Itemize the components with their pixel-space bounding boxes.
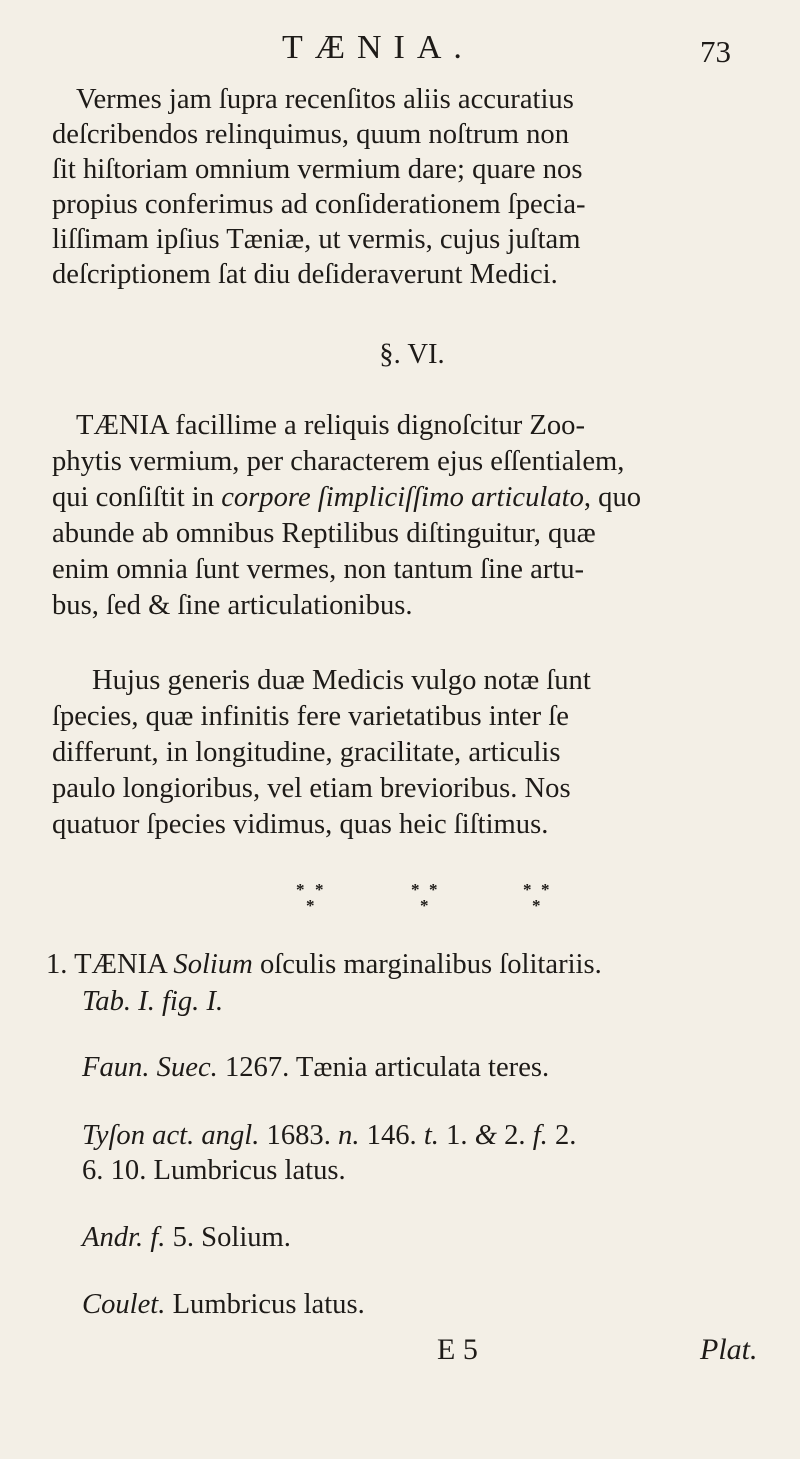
page-number: 73	[700, 34, 731, 69]
signature-mark: E 5	[437, 1333, 478, 1366]
species-number: 1.	[46, 949, 68, 980]
citation-source: Coulet.	[82, 1289, 166, 1320]
citation-source: Faun. Suec.	[82, 1052, 218, 1083]
citation-number: 1267.	[224, 1052, 290, 1083]
citation-year: 1683.	[266, 1120, 331, 1151]
paragraph-line: Hujus generis duæ Medicis vulgo notæ ſunt	[92, 665, 591, 696]
synonym-coulet	[82, 1287, 365, 1323]
synonym-faun	[82, 1050, 549, 1086]
synonym-andr	[82, 1220, 291, 1256]
synonym-tyson-continued: 6. 10. Lumbricus latus.	[82, 1155, 346, 1186]
citation-abbrev: f.	[532, 1120, 548, 1151]
synonym-text: 5. Solium.	[172, 1222, 291, 1253]
species-epithet: Solium	[173, 949, 253, 980]
intro-line: Vermes jam ſupra recenſitos aliis accuratius	[76, 84, 574, 115]
citation-abbrev: n.	[338, 1120, 360, 1151]
species-diagnosis: oſculis marginalibus ſolitariis.	[259, 949, 602, 980]
asterisk: *	[296, 880, 305, 899]
citation-abbrev: t.	[423, 1120, 439, 1151]
asterisk: *	[306, 896, 315, 915]
citation-number: 2.	[504, 1120, 526, 1151]
paragraph-line	[52, 480, 641, 516]
paragraph-line: differunt, in longitudine, gracilitate, articulis	[52, 737, 561, 768]
intro-line: ſit hiſtoriam omnium vermium dare; quare nos	[52, 154, 583, 185]
asterisk: *	[532, 896, 541, 915]
asterisk: *	[315, 880, 324, 899]
paragraph-line: quatuor ſpecies vidimus, quas heic ſiſtimus.	[52, 809, 549, 840]
species-entry-title	[46, 947, 602, 983]
ampersand: &	[474, 1120, 497, 1151]
asterisk: *	[541, 880, 550, 899]
plate-reference	[82, 984, 223, 1020]
plate-reference-text: Tab. I. fig. I.	[82, 986, 224, 1017]
paragraph-line: bus, ſed & ſine articulationibus.	[52, 590, 413, 621]
intro-line: deſcribendos relinquimus, quum noſtrum non	[52, 119, 570, 150]
intro-line: liſſimam ipſius Tæniæ, ut vermis, cujus juſtam	[52, 224, 581, 255]
asterisk: *	[429, 880, 438, 899]
emphasis-text: corpore ſimpliciſſimo articulato	[221, 482, 584, 513]
citation-number: 2.	[554, 1120, 577, 1151]
paragraph-text: qui conſiſtit in	[52, 482, 222, 513]
paragraph-line: TÆNIA facillime a reliquis dignoſcitur Zoo-	[76, 410, 586, 441]
paragraph-line: ſpecies, quæ infinitis fere varietatibus inter ſe	[52, 701, 569, 732]
asterisk: *	[420, 896, 429, 915]
citation-number: 146.	[366, 1120, 417, 1151]
catchword: Plat.	[700, 1333, 758, 1366]
section-heading: §. VI.	[379, 339, 445, 370]
citation-source: Tyſon act. angl.	[82, 1120, 260, 1151]
running-head	[0, 28, 800, 68]
paragraph-line: abunde ab omnibus Reptilibus diſtinguitur, quæ	[52, 518, 596, 549]
asterisk: *	[523, 880, 532, 899]
citation-source: Andr.	[82, 1222, 144, 1253]
synonym-text: Lumbricus latus.	[172, 1289, 365, 1320]
synonym-tyson	[82, 1118, 576, 1154]
asterisk: *	[411, 880, 420, 899]
synonym-text: Tænia articulata teres.	[295, 1052, 550, 1083]
running-title: TÆNIA.	[282, 29, 474, 66]
species-genus: TÆNIA	[74, 949, 167, 980]
paragraph-text: , quo	[583, 482, 642, 513]
paragraph-line: paulo longioribus, vel etiam brevioribus. Nos	[52, 773, 571, 804]
citation-abbrev: f.	[150, 1222, 166, 1253]
paragraph-line: phytis vermium, per characterem ejus eſſentialem,	[52, 446, 625, 477]
paragraph-line: enim omnia ſunt vermes, non tantum ſine artu-	[52, 554, 585, 585]
page-footer	[0, 1332, 800, 1372]
intro-line: deſcriptionem ſat diu deſideraverunt Medici.	[52, 259, 558, 290]
citation-number: 1.	[446, 1120, 468, 1151]
intro-line: propius conferimus ad conſiderationem ſpecia-	[52, 189, 586, 220]
